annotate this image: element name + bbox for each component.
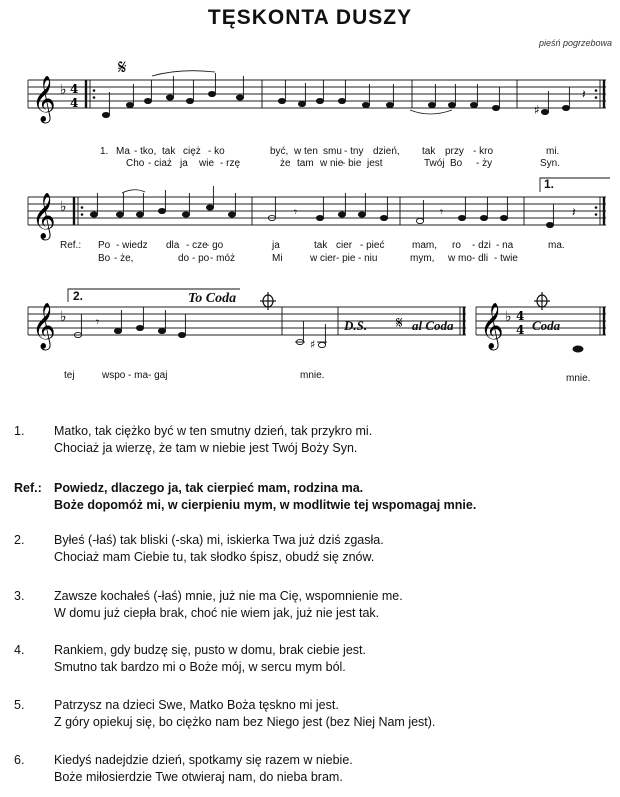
- lyric: - rzę: [220, 158, 240, 169]
- lyric: - po: [192, 253, 210, 264]
- staff-system-3: [0, 280, 620, 370]
- lyric: Twój: [424, 158, 445, 169]
- treble-clef-icon: 𝄞: [32, 303, 56, 349]
- time-signature-icon: 4: [70, 82, 79, 96]
- lyric: ma.: [548, 240, 565, 251]
- lyric: ja: [272, 240, 280, 251]
- lyric: dzień,: [373, 146, 400, 157]
- lyric: tak: [422, 146, 436, 157]
- svg-text:♯: ♯: [534, 103, 540, 117]
- lyric: jest: [367, 158, 383, 169]
- verse-line: Rankiem, gdy budzę się, pusto w domu, brak ciebie jest.: [54, 643, 366, 657]
- lyric: Ref.:: [60, 240, 82, 251]
- verse-line: Matko, tak ciężko być w ten smutny dzień, tak przykro mi.: [54, 424, 373, 438]
- lyric: przy: [445, 146, 464, 157]
- lyric: - kro: [473, 146, 493, 157]
- verse-line: Chociaż ja wierzę, że tam w niebie jest Twój Boży Syn.: [54, 441, 358, 455]
- flat-icon: ♭: [60, 309, 67, 325]
- lyric: cięż: [183, 146, 201, 157]
- verse-6: [14, 752, 614, 792]
- svg-text:𝄾: 𝄾: [96, 315, 100, 329]
- verse-number: 5.: [14, 698, 25, 712]
- verse-number: 2.: [14, 533, 25, 547]
- staff-system-2: [0, 172, 620, 262]
- verse-line: Boże miłosierdzie Twe otwieraj nam, do nieba bram.: [54, 770, 343, 784]
- lyric: - tny: [344, 146, 364, 157]
- svg-text:4: 4: [70, 96, 79, 110]
- lyric: mi.: [546, 146, 560, 157]
- flat-icon: ♭: [60, 199, 67, 215]
- lyric: wspo: [102, 370, 126, 381]
- lyric: - dzi: [472, 240, 491, 251]
- lyric: w mo: [448, 253, 472, 264]
- al-coda-label: al Coda: [412, 318, 454, 333]
- segno-icon: 𝄋: [396, 313, 403, 332]
- lyric: - dli: [472, 253, 489, 264]
- lyric: - tko,: [134, 146, 157, 157]
- verse-1: [14, 423, 614, 463]
- verse-number: 3.: [14, 589, 25, 603]
- lyric: ja: [180, 158, 188, 169]
- lyric: - ko: [208, 146, 225, 157]
- lyric: dla: [166, 240, 180, 251]
- lyric: mam,: [412, 240, 437, 251]
- treble-clef-icon: 𝄞: [32, 76, 56, 122]
- flat-icon: ♭: [505, 309, 512, 325]
- svg-text:𝄽: 𝄽: [572, 205, 576, 219]
- lyric: Bo: [98, 253, 111, 264]
- verse-5: [14, 697, 614, 737]
- lyric: wie: [199, 158, 215, 169]
- lyric: ro: [452, 240, 461, 251]
- verse-line: Smutno tak bardzo mi o Boże mój, w sercu mym ból.: [54, 660, 346, 674]
- lyric: - twie: [494, 253, 518, 264]
- lyric: w cier: [310, 253, 337, 264]
- lyric: tak: [162, 146, 176, 157]
- treble-clef-icon: 𝄞: [32, 193, 56, 239]
- lyric: - ciaż: [148, 158, 172, 169]
- verse-line: Patrzysz na dzieci Swe, Matko Boża tęskno mi jest.: [54, 698, 339, 712]
- lyric: - że,: [114, 253, 134, 264]
- svg-text:4: 4: [516, 323, 525, 337]
- lyric: smu: [323, 146, 342, 157]
- treble-clef-icon: 𝄞: [480, 303, 504, 349]
- lyric: tej: [64, 370, 75, 381]
- refrain-label: Ref.:: [14, 481, 42, 495]
- lyric: Syn.: [540, 158, 561, 169]
- lyric: Cho: [126, 158, 145, 169]
- lyric: - pie: [336, 253, 356, 264]
- verse-line: Z góry opiekuj się, bo ciężko nam bez Niego jest (bez Niej Nam jest).: [54, 715, 436, 729]
- time-signature-icon: 4: [516, 309, 525, 323]
- lyric: Ma: [116, 146, 130, 157]
- lyric: tak: [314, 240, 328, 251]
- lyric: - pieć: [360, 240, 385, 251]
- lyric: - bie: [342, 158, 362, 169]
- lyric: Mi: [272, 253, 283, 264]
- verse-2: [14, 532, 614, 572]
- lyric: być,: [270, 146, 289, 157]
- verse-number: 1.: [14, 424, 25, 438]
- lyric: - wiedz: [116, 240, 148, 251]
- lyric: - go: [206, 240, 224, 251]
- lyric: - cze: [186, 240, 208, 251]
- lyric: - ży: [476, 158, 493, 169]
- verse-number: 4.: [14, 643, 25, 657]
- volta-1-label: 1.: [544, 177, 555, 191]
- refrain-line: Powiedz, dlaczego ja, tak cierpieć mam, rodzina ma.: [54, 481, 364, 495]
- lyric: mnie.: [566, 373, 591, 384]
- verse-line: Zawsze kochałeś (-łaś) mnie, już nie ma Cię, wspomnienie me.: [54, 589, 403, 603]
- lyric: cier: [336, 240, 353, 251]
- verse-line: Kiedyś nadejdzie dzień, spotkamy się razem w niebie.: [54, 753, 353, 767]
- lyric: - na: [496, 240, 514, 251]
- verse-line: Byłeś (-łaś) tak bliski (-ska) mi, iskierka Twa już dziś zgasła.: [54, 533, 384, 547]
- lyric: Bo: [450, 158, 463, 169]
- lyric: - niu: [358, 253, 378, 264]
- lyric: - ma: [128, 370, 148, 381]
- lyric: 1.: [100, 146, 109, 157]
- rest-icon: 𝄽: [582, 87, 586, 101]
- svg-text:♯: ♯: [310, 338, 316, 351]
- lyric: do: [178, 253, 190, 264]
- segno-icon: 𝄋: [118, 58, 127, 79]
- verse-number: 6.: [14, 753, 25, 767]
- flat-icon: ♭: [60, 82, 67, 98]
- lyric: Po: [98, 240, 111, 251]
- notes-system-2: [90, 186, 553, 228]
- lyric: w nie: [320, 158, 344, 169]
- refrain-line: Boże dopomóż mi, w cierpieniu mym, w modlitwie tej wspomagaj mnie.: [54, 498, 477, 512]
- verse-line: W domu już ciepła brak, choć nie wiem jak, już nie jest tak.: [54, 606, 380, 620]
- lyric: - gaj: [148, 370, 168, 381]
- lyric: że: [280, 158, 291, 169]
- refrain: [14, 480, 614, 520]
- svg-text:𝄾: 𝄾: [440, 205, 444, 219]
- lyric: mnie.: [300, 370, 325, 381]
- song-title: TĘSKONTA DUSZY: [207, 6, 413, 29]
- coda-label: Coda: [532, 318, 561, 333]
- song-subtitle: pieśń pogrzebowa: [538, 38, 612, 48]
- verse-3: [14, 588, 614, 628]
- lyric: tam: [297, 158, 314, 169]
- ds-label: D.S.: [344, 318, 368, 333]
- lyric: w ten: [294, 146, 318, 157]
- verse-line: Chociaż mam Ciebie tu, tak słodko śpisz, obudź się znów.: [54, 550, 375, 564]
- volta-2-label: 2.: [73, 289, 84, 303]
- svg-text:𝄾: 𝄾: [294, 205, 298, 219]
- to-coda-label: To Coda: [188, 291, 237, 306]
- lyric: - móż: [210, 253, 235, 264]
- verse-4: [14, 642, 614, 682]
- lyric: mym,: [410, 253, 435, 264]
